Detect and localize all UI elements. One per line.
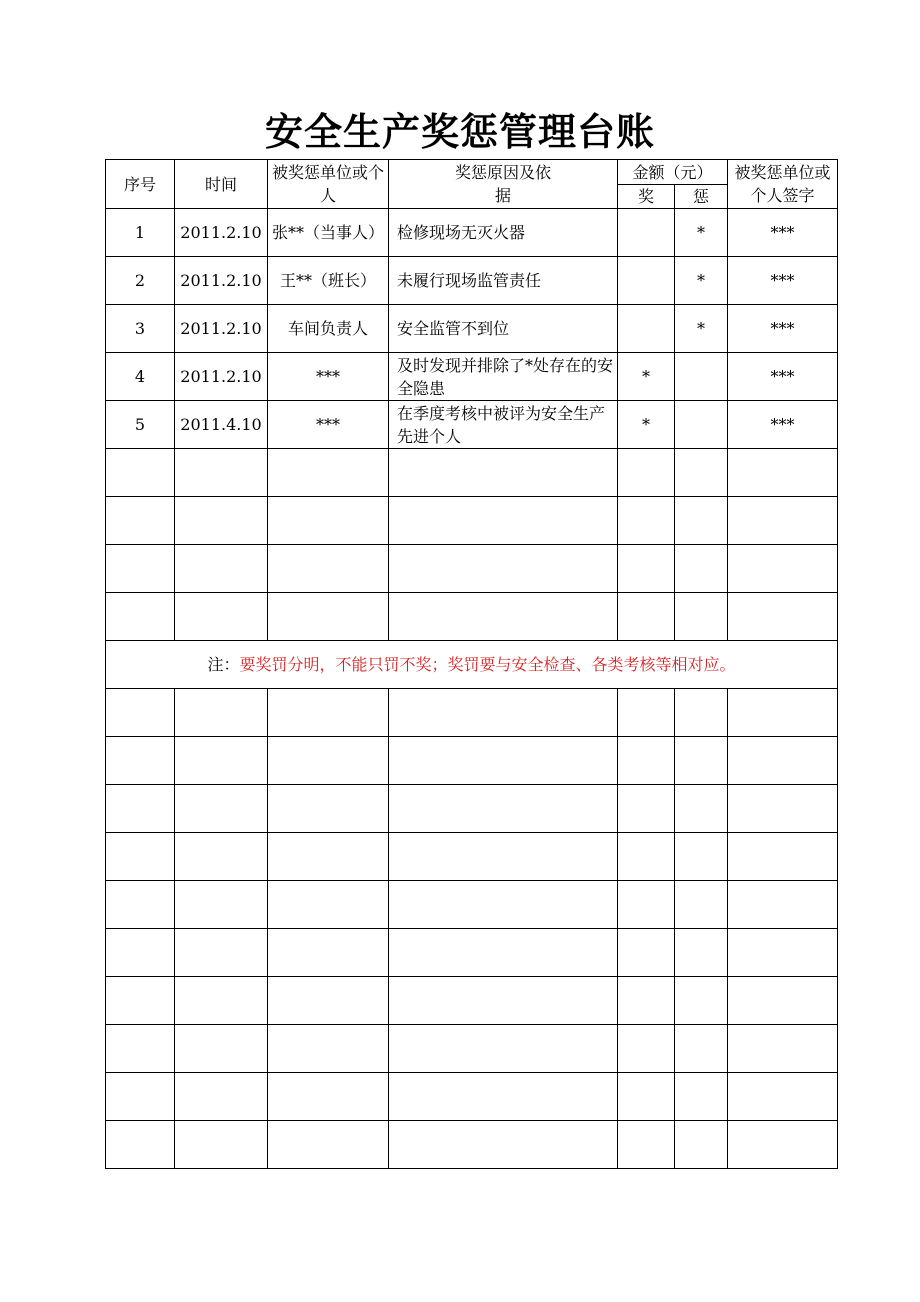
empty-row: [106, 929, 838, 977]
cell-target: ***: [268, 353, 389, 401]
cell-target: 张**（当事人）: [268, 209, 389, 257]
cell-penalty: [675, 401, 728, 449]
header-seq: 序号: [106, 160, 175, 209]
empty-row: [106, 593, 838, 641]
cell-signature: ***: [728, 209, 838, 257]
cell-signature: ***: [728, 353, 838, 401]
cell-reason: 未履行现场监管责任: [389, 257, 618, 305]
table-row: [106, 209, 838, 257]
reward-penalty-ledger-table: [105, 159, 838, 1169]
cell-target: 车间负责人: [268, 305, 389, 353]
empty-row: [106, 497, 838, 545]
note-row: [106, 641, 838, 689]
cell-reason: 检修现场无灭火器: [389, 209, 618, 257]
empty-row: [106, 785, 838, 833]
cell-reward: [618, 257, 675, 305]
empty-row: [106, 833, 838, 881]
note-cell: [106, 641, 838, 689]
document-title: 安全生产奖惩管理台账: [264, 109, 655, 154]
cell-time: 2011.2.10: [175, 209, 268, 257]
header-reward: 奖: [618, 185, 675, 209]
cell-reward: [618, 305, 675, 353]
note-text: 要奖罚分明，不能只罚不奖；奖罚要与安全检查、各类考核等相对应。: [239, 655, 736, 674]
cell-penalty: [675, 353, 728, 401]
header-time: 时间: [175, 160, 268, 209]
cell-target: ***: [268, 401, 389, 449]
header-penalty: 惩: [675, 185, 728, 209]
cell-seq: 4: [106, 353, 175, 401]
cell-time: 2011.2.10: [175, 305, 268, 353]
cell-seq: 3: [106, 305, 175, 353]
table-row: [106, 401, 838, 449]
table-row: [106, 257, 838, 305]
table-row: [106, 353, 838, 401]
cell-reward: [618, 209, 675, 257]
header-target: 被奖惩单位或个人: [268, 160, 389, 209]
table-row: [106, 305, 838, 353]
cell-reward: *: [618, 401, 675, 449]
header-signature: 被奖惩单位或个人签字: [728, 160, 838, 209]
cell-reason: 及时发现并排除了*处存在的安全隐患: [389, 353, 618, 401]
header-row: [106, 160, 838, 185]
cell-target: 王**（班长）: [268, 257, 389, 305]
header-reason: 奖惩原因及依据: [389, 160, 618, 209]
cell-reason: 在季度考核中被评为安全生产先进个人: [389, 401, 618, 449]
empty-row: [106, 449, 838, 497]
empty-row: [106, 1025, 838, 1073]
cell-time: 2011.4.10: [175, 401, 268, 449]
cell-penalty: *: [675, 305, 728, 353]
cell-seq: 1: [106, 209, 175, 257]
empty-row: [106, 737, 838, 785]
cell-time: 2011.2.10: [175, 257, 268, 305]
empty-row: [106, 545, 838, 593]
empty-row: [106, 689, 838, 737]
empty-row: [106, 881, 838, 929]
cell-signature: ***: [728, 401, 838, 449]
note-label: 注：: [207, 655, 240, 674]
cell-signature: ***: [728, 257, 838, 305]
cell-reward: *: [618, 353, 675, 401]
empty-row: [106, 977, 838, 1025]
cell-signature: ***: [728, 305, 838, 353]
cell-seq: 5: [106, 401, 175, 449]
empty-row: [106, 1121, 838, 1169]
cell-penalty: *: [675, 257, 728, 305]
cell-penalty: *: [675, 209, 728, 257]
cell-seq: 2: [106, 257, 175, 305]
cell-reason: 安全监管不到位: [389, 305, 618, 353]
empty-row: [106, 1073, 838, 1121]
cell-time: 2011.2.10: [175, 353, 268, 401]
header-amount: 金额（元）: [618, 160, 728, 185]
